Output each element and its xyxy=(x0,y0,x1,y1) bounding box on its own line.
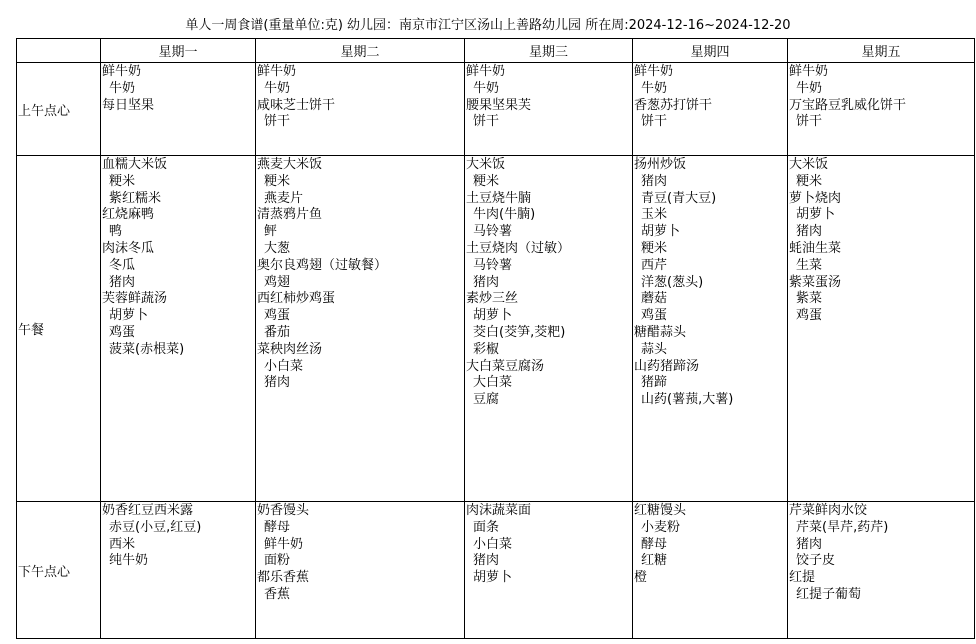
ingredient: 鸡蛋 xyxy=(796,308,823,324)
ingredient: 粳米 xyxy=(473,173,500,189)
meal-label: 上午点心 xyxy=(17,63,101,156)
ingredient: 鲜牛奶 xyxy=(264,536,304,552)
ingredient: 鲆 xyxy=(264,224,278,240)
menu-cell xyxy=(101,63,256,156)
ingredient: 饼干 xyxy=(641,114,668,130)
ingredient: 洋葱(葱头) xyxy=(641,274,704,290)
dish-name: 清蒸鸦片鱼 xyxy=(257,207,323,223)
ingredient: 鸡蛋 xyxy=(109,324,136,340)
dish-name: 紫菜蛋汤 xyxy=(789,274,842,290)
menu-cell xyxy=(788,502,975,639)
ingredient: 冬瓜 xyxy=(109,257,136,273)
ingredient: 小白菜 xyxy=(473,536,513,552)
ingredient: 酵母 xyxy=(641,536,668,552)
ingredient: 生菜 xyxy=(796,257,823,273)
ingredient: 猪肉 xyxy=(109,274,136,290)
dish-name: 红糖馒头 xyxy=(634,503,687,518)
ingredient: 蘑菇 xyxy=(641,291,668,307)
dish-name: 土豆烧肉（过敏） xyxy=(466,240,571,256)
ingredient: 西芹 xyxy=(641,257,668,273)
menu-cell xyxy=(101,156,256,502)
dish-name: 芙蓉鲜蔬汤 xyxy=(102,291,168,307)
ingredient: 紫菜 xyxy=(796,291,823,307)
ingredient: 猪肉 xyxy=(264,375,291,391)
ingredient: 小麦粉 xyxy=(641,519,681,535)
ingredient: 玉米 xyxy=(641,207,668,223)
meal-label: 午餐 xyxy=(17,156,101,502)
dish-name: 鲜牛奶 xyxy=(257,64,297,79)
ingredient: 红糖 xyxy=(641,553,668,569)
ingredient: 小白菜 xyxy=(264,358,304,374)
menu-cell xyxy=(101,502,256,639)
dish-name: 土豆烧牛腩 xyxy=(466,190,532,206)
dish-name: 肉沫冬瓜 xyxy=(102,240,155,256)
ingredient: 粳米 xyxy=(264,173,291,189)
dish-name: 鲜牛奶 xyxy=(634,64,674,79)
ingredient: 鸡蛋 xyxy=(264,308,291,324)
ingredient: 猪肉 xyxy=(641,173,668,189)
dish-name: 西红柿炒鸡蛋 xyxy=(257,291,336,307)
menu-cell xyxy=(633,502,788,639)
menu-cell xyxy=(256,63,465,156)
dish-name: 万宝路豆乳威化饼干 xyxy=(789,97,907,113)
menu-cell xyxy=(633,63,788,156)
ingredient: 马铃薯 xyxy=(473,257,513,273)
dish-name: 鲜牛奶 xyxy=(102,64,142,79)
ingredient: 饼干 xyxy=(473,114,500,130)
menu-cell xyxy=(256,502,465,639)
ingredient: 牛奶 xyxy=(264,80,291,96)
dish-name: 橙 xyxy=(634,570,648,586)
ingredient: 猪肉 xyxy=(473,274,500,290)
page-title: 单人一周食谱(重量单位:克) 幼儿园：南京市江宁区汤山上善路幼儿园 所在周:2024-12-16~2024-12-20 xyxy=(185,18,791,33)
dish-name: 扬州炒饭 xyxy=(634,157,687,172)
ingredient: 面粉 xyxy=(264,553,291,569)
ingredient: 饺子皮 xyxy=(796,553,836,569)
dish-name: 糖醋蒜头 xyxy=(634,324,687,340)
ingredient: 牛奶 xyxy=(641,80,668,96)
dish-name: 咸味芝士饼干 xyxy=(257,97,336,113)
ingredient: 马铃薯 xyxy=(473,224,513,240)
ingredient: 酵母 xyxy=(264,519,291,535)
ingredient: 蒜头 xyxy=(641,341,668,357)
dish-name: 大米饭 xyxy=(789,157,829,172)
dish-name: 都乐香蕉 xyxy=(257,570,310,586)
meal-label: 下午点心 xyxy=(17,502,101,639)
ingredient: 茭白(茭笋,茭粑) xyxy=(473,324,566,340)
ingredient: 大白菜 xyxy=(473,375,513,391)
menu-cell xyxy=(633,156,788,502)
ingredient: 紫红糯米 xyxy=(109,190,162,206)
ingredient: 粳米 xyxy=(641,240,668,256)
ingredient: 面条 xyxy=(473,519,500,535)
menu-cell xyxy=(788,63,975,156)
ingredient: 粳米 xyxy=(796,173,823,189)
menu-cell xyxy=(788,156,975,502)
dish-name: 萝卜烧肉 xyxy=(789,190,842,206)
dish-name: 奶香馒头 xyxy=(257,503,310,518)
dish-name: 山药猪蹄汤 xyxy=(634,358,700,374)
ingredient: 香蕉 xyxy=(264,586,291,602)
ingredient: 纯牛奶 xyxy=(109,553,149,569)
ingredient: 猪肉 xyxy=(473,553,500,569)
header-row xyxy=(17,39,975,63)
ingredient: 猪肉 xyxy=(796,536,823,552)
dish-name: 香葱苏打饼干 xyxy=(634,97,713,113)
dish-name: 血糯大米饭 xyxy=(102,157,168,172)
ingredient: 胡萝卜 xyxy=(641,224,681,240)
day-header: 星期五 xyxy=(788,39,975,63)
dish-name: 腰果坚果芙 xyxy=(466,97,532,113)
ingredient: 番茄 xyxy=(264,324,291,340)
menu-cell xyxy=(465,63,633,156)
ingredient: 青豆(青大豆) xyxy=(641,190,717,206)
ingredient: 鸡蛋 xyxy=(641,308,668,324)
corner-cell xyxy=(17,39,101,63)
ingredient: 赤豆(小豆,红豆) xyxy=(109,519,202,535)
ingredient: 彩椒 xyxy=(473,341,500,357)
dish-name: 奶香红豆西米露 xyxy=(102,503,194,518)
ingredient: 胡萝卜 xyxy=(473,308,513,324)
ingredient: 牛奶 xyxy=(473,80,500,96)
ingredient: 牛奶 xyxy=(109,80,136,96)
ingredient: 胡萝卜 xyxy=(109,308,149,324)
day-header: 星期二 xyxy=(256,39,465,63)
ingredient: 燕麦片 xyxy=(264,190,304,206)
ingredient: 牛肉(牛腩) xyxy=(473,207,536,223)
day-header: 星期四 xyxy=(633,39,788,63)
ingredient: 菠菜(赤根菜) xyxy=(109,341,185,357)
dish-name: 大米饭 xyxy=(466,157,506,172)
day-header: 星期三 xyxy=(465,39,633,63)
ingredient: 豆腐 xyxy=(473,392,500,408)
ingredient: 山药(薯蓣,大薯) xyxy=(641,392,734,408)
ingredient: 鸭 xyxy=(109,224,123,240)
dish-name: 菜秧肉丝汤 xyxy=(257,341,323,357)
dish-name: 鲜牛奶 xyxy=(466,64,506,79)
day-header: 星期一 xyxy=(101,39,256,63)
menu-cell xyxy=(465,156,633,502)
weekly-menu-table xyxy=(16,38,975,639)
ingredient: 饼干 xyxy=(796,114,823,130)
menu-cell xyxy=(465,502,633,639)
ingredient: 红提子葡萄 xyxy=(796,586,862,602)
ingredient: 胡萝卜 xyxy=(473,570,513,586)
dish-name: 每日坚果 xyxy=(102,97,155,113)
dish-name: 蚝油生菜 xyxy=(789,240,842,256)
ingredient: 胡萝卜 xyxy=(796,207,836,223)
menu-cell xyxy=(256,156,465,502)
ingredient: 猪肉 xyxy=(796,224,823,240)
dish-name: 红提 xyxy=(789,570,816,586)
ingredient: 芹菜(旱芹,药芹) xyxy=(796,519,889,535)
meal-row xyxy=(17,156,975,502)
ingredient: 鸡翅 xyxy=(264,274,291,290)
ingredient: 牛奶 xyxy=(796,80,823,96)
ingredient: 大葱 xyxy=(264,240,291,256)
dish-name: 大白菜豆腐汤 xyxy=(466,358,545,374)
dish-name: 肉沫蔬菜面 xyxy=(466,503,532,518)
dish-name: 燕麦大米饭 xyxy=(257,157,323,172)
ingredient: 粳米 xyxy=(109,173,136,189)
meal-row xyxy=(17,502,975,639)
dish-name: 鲜牛奶 xyxy=(789,64,829,79)
meal-row xyxy=(17,63,975,156)
dish-name: 红烧麻鸭 xyxy=(102,207,155,223)
ingredient: 饼干 xyxy=(264,114,291,130)
ingredient: 猪蹄 xyxy=(641,375,668,391)
dish-name: 芹菜鲜肉水饺 xyxy=(789,503,868,518)
dish-name: 奥尔良鸡翅（过敏餐） xyxy=(257,257,388,273)
dish-name: 素炒三丝 xyxy=(466,291,519,307)
ingredient: 西米 xyxy=(109,536,136,552)
